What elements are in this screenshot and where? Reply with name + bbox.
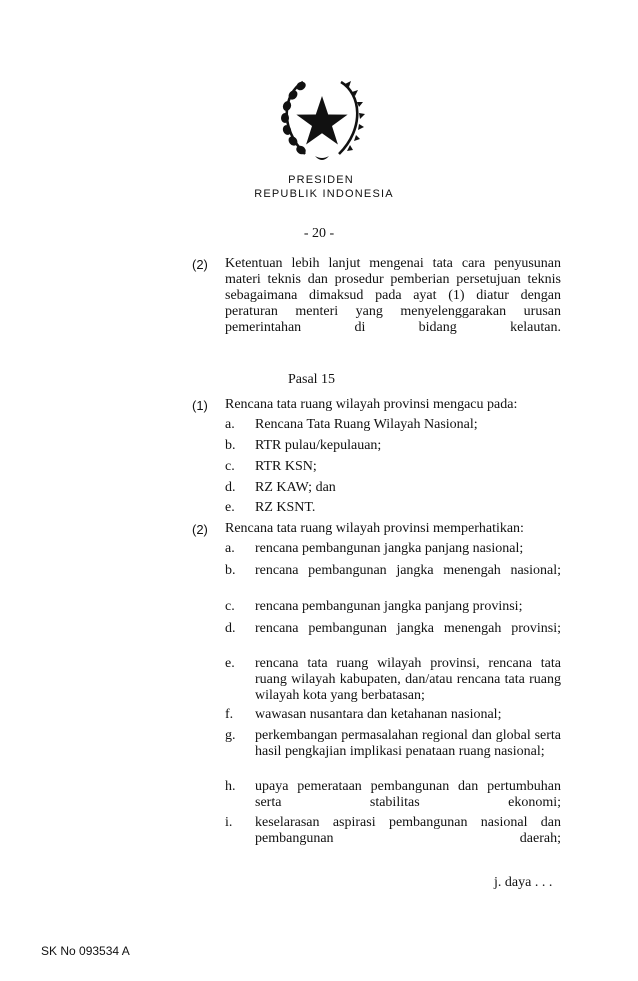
ayat-2-item-letter: d. xyxy=(225,621,236,636)
ayat-2-item-letter: b. xyxy=(225,563,236,578)
ayat-1-item-text: Rencana Tata Ruang Wilayah Nasional; xyxy=(255,417,478,432)
ayat-1-item-text: RTR KSN; xyxy=(255,459,317,474)
ayat-1-item-letter: b. xyxy=(225,438,236,453)
header-republik-indonesia: REPUBLIK INDONESIA xyxy=(254,188,394,200)
paragraph-number: (2) xyxy=(192,257,208,272)
page-number: - 20 - xyxy=(303,226,335,241)
ayat-1-item-letter: e. xyxy=(225,500,235,515)
pasal-heading: Pasal 15 xyxy=(288,372,336,387)
ayat-2-number: (2) xyxy=(192,522,208,537)
ayat-1-item-text: RZ KAW; dan xyxy=(255,480,336,495)
ayat-2-item-text: upaya pemerataan pembangunan dan pertumbuhan serta stabilitas ekonomi; xyxy=(255,779,561,810)
ayat-2-item-text: rencana pembangunan jangka panjang nasional; xyxy=(255,541,524,556)
ayat-2-item-text: rencana pembangunan jangka panjang provinsi; xyxy=(255,599,523,614)
ayat-2-item-text: rencana pembangunan jangka menengah nasional; xyxy=(255,563,561,578)
ayat-2-item-letter: e. xyxy=(225,656,235,671)
ayat-2-item-letter: g. xyxy=(225,728,236,743)
ayat-2-item-letter: a. xyxy=(225,541,235,556)
ayat-1-item-text: RZ KSNT. xyxy=(255,500,316,515)
ayat-2-item-text: rencana tata ruang wilayah provinsi, rencana tata ruang wilayah kabupaten, dan/atau rencana tata ruang wilayah kota yang berbatasan; xyxy=(255,656,561,703)
ayat-2-item-text: wawasan nusantara dan ketahanan nasional; xyxy=(255,707,502,722)
ayat-1-number: (1) xyxy=(192,398,208,413)
ayat-1-item-letter: d. xyxy=(225,480,236,495)
ayat-2-item-text: rencana pembangunan jangka menengah provinsi; xyxy=(255,621,561,636)
ayat-1-item-text: RTR pulau/kepulauan; xyxy=(255,438,382,453)
ayat-2-item-text: keselarasan aspirasi pembangunan nasional dan pembangunan daerah; xyxy=(255,815,561,846)
ayat-2-item-text: perkembangan permasalahan regional dan global serta hasil pengkajian implikasi penataan ruang nasional; xyxy=(255,728,561,759)
ayat-2-item-letter: i. xyxy=(225,815,233,830)
ayat-1-item-letter: c. xyxy=(225,459,235,474)
header-presiden: PRESIDEN xyxy=(288,174,354,186)
continuation-marker: j. daya . . . xyxy=(494,875,553,890)
ayat-2-item-letter: c. xyxy=(225,599,235,614)
ayat-1-text: Rencana tata ruang wilayah provinsi mengacu pada: xyxy=(225,397,518,412)
ayat-2-item-letter: f. xyxy=(225,707,234,722)
paragraph-text: Ketentuan lebih lanjut mengenai tata cara penyusunan materi teknis dan prosedur pemberian persetujuan teknis sebagaimana dimaksud pada ayat (1) diatur dengan peraturan menteri yang menyelenggarakan urusan pemerintahan di bidang kelautan. xyxy=(225,256,561,335)
ayat-2-item-letter: h. xyxy=(225,779,236,794)
footer-code: SK No 093534 A xyxy=(41,944,130,958)
state-emblem-icon xyxy=(275,76,369,164)
ayat-1-item-letter: a. xyxy=(225,417,235,432)
ayat-2-text: Rencana tata ruang wilayah provinsi memperhatikan: xyxy=(225,521,524,536)
